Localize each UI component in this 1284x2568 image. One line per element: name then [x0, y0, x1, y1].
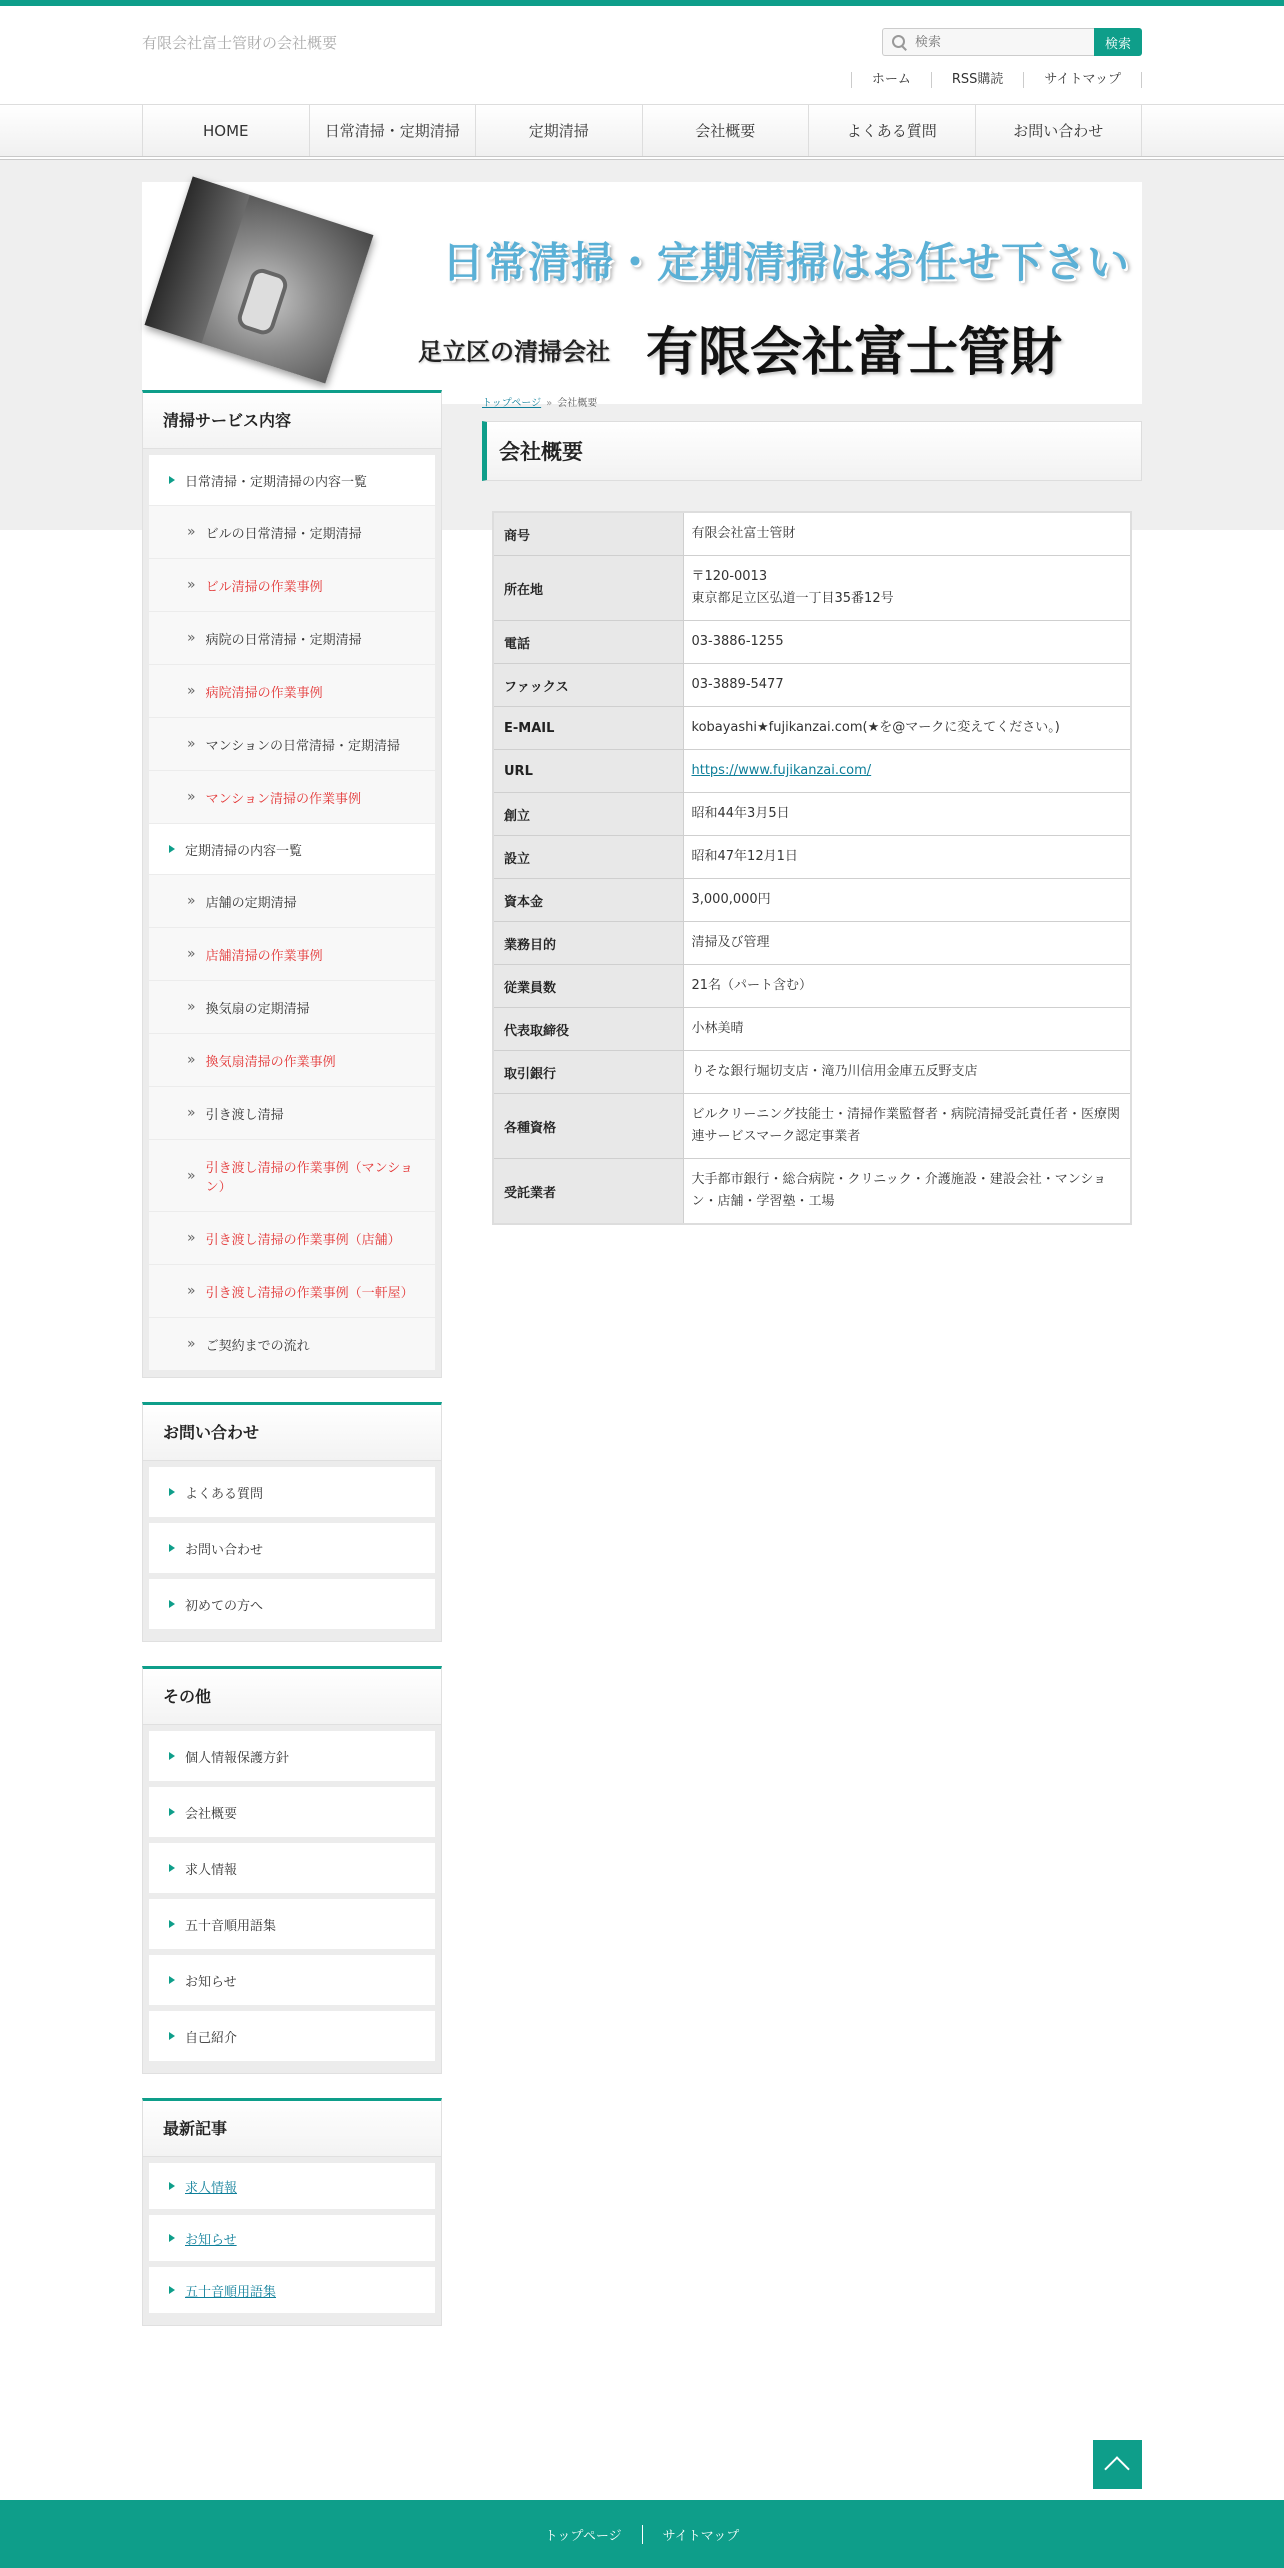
breadcrumb-separator: » [546, 398, 553, 409]
row-value: 3,000,000円 [683, 879, 1131, 922]
search-input[interactable] [915, 35, 1085, 50]
sidebar-item[interactable]: お問い合わせ [149, 1523, 435, 1579]
row-label: E-MAIL [493, 707, 683, 750]
breadcrumb-current: 会社概要 [557, 398, 598, 409]
sidebar [142, 390, 442, 2350]
table-row [493, 750, 1131, 793]
nav-periodic-cleaning[interactable]: 定期清掃 [475, 105, 642, 156]
table-row [493, 707, 1131, 750]
footer-link-top[interactable]: トップページ [544, 2528, 622, 2544]
sidebar-subitem[interactable]: » 引き渡し清掃の作業事例（マンション） [149, 1140, 435, 1212]
row-label: 所在地 [493, 556, 683, 621]
sidebar-subitem[interactable]: » 引き渡し清掃の作業事例（一軒屋） [149, 1265, 435, 1318]
row-value: 大手都市銀行・総合病院・クリニック・介護施設・建設会社・マンション・店舗・学習塾・工場 [683, 1159, 1131, 1225]
site-description: 有限会社富士管財の会社概要 [142, 34, 338, 52]
row-value: 03-3889-5477 [683, 664, 1131, 707]
company-info-table [492, 511, 1132, 1225]
table-row [493, 1051, 1131, 1094]
sidebar-subitem[interactable]: » 換気扇清掃の作業事例 [149, 1034, 435, 1087]
row-value: kobayashi★fujikanzai.com(★を@マークに変えてください。) [683, 707, 1131, 750]
sidebar-item[interactable]: 初めての方へ [149, 1579, 435, 1635]
util-link-home[interactable]: ホーム [851, 72, 931, 88]
sidebar-subitem[interactable]: » 換気扇の定期清掃 [149, 981, 435, 1034]
row-value [683, 750, 1131, 793]
row-value: 03-3886-1255 [683, 621, 1131, 664]
sidebar-subitem[interactable]: » ビルの日常清掃・定期清掃 [149, 506, 435, 559]
table-row [493, 556, 1131, 621]
table-row [493, 965, 1131, 1008]
sidebar-subitem[interactable]: » 店舗の定期清掃 [149, 875, 435, 928]
row-label: URL [493, 750, 683, 793]
widget-latest-posts [142, 2098, 442, 2326]
row-value: 昭和47年12月1日 [683, 836, 1131, 879]
row-label: 設立 [493, 836, 683, 879]
page-top-button[interactable] [1093, 2440, 1142, 2489]
latest-post-item [149, 2163, 435, 2215]
row-label: 業務目的 [493, 922, 683, 965]
main-content [482, 390, 1142, 1225]
widget-other [142, 1666, 442, 2074]
table-row [493, 1094, 1131, 1159]
latest-post-link[interactable]: 求人情報 [185, 2180, 238, 2196]
table-row [493, 1008, 1131, 1051]
row-value: 小林美晴 [683, 1008, 1131, 1051]
latest-post-link[interactable]: お知らせ [185, 2232, 237, 2248]
search-form [882, 28, 1142, 56]
table-row [493, 664, 1131, 707]
row-label: 代表取締役 [493, 1008, 683, 1051]
table-row [493, 1159, 1131, 1225]
table-row [493, 836, 1131, 879]
sidebar-item[interactable]: 日常清掃・定期清掃の内容一覧 [149, 455, 435, 506]
company-url-link[interactable]: https://www.fujikanzai.com/ [691, 763, 872, 778]
sidebar-item[interactable]: 五十音順用語集 [149, 1899, 435, 1955]
global-nav [0, 104, 1284, 160]
address: 東京都足立区弘道一丁目35番12号 [691, 591, 894, 606]
latest-post-item [149, 2215, 435, 2267]
sidebar-item[interactable]: 求人情報 [149, 1843, 435, 1899]
sidebar-item[interactable]: 定期清掃の内容一覧 [149, 824, 435, 875]
row-value: りそな銀行堀切支店・滝乃川信用金庫五反野支店 [683, 1051, 1131, 1094]
widget-contact [142, 1402, 442, 1642]
table-row [493, 879, 1131, 922]
row-label: 取引銀行 [493, 1051, 683, 1094]
row-value [683, 556, 1131, 621]
row-value: ビルクリーニング技能士・清掃作業監督者・病院清掃受託責任者・医療関連サービスマーク認定事業者 [683, 1094, 1131, 1159]
header [142, 6, 1142, 104]
breadcrumb-home[interactable]: トップページ [482, 398, 542, 409]
nav-daily-cleaning[interactable]: 日常清掃・定期清掃 [309, 105, 476, 156]
sidebar-subitem[interactable]: » 店舗清掃の作業事例 [149, 928, 435, 981]
sidebar-item[interactable]: 会社概要 [149, 1787, 435, 1843]
nav-home[interactable]: HOME [142, 105, 309, 156]
sidebar-subitem[interactable]: » マンションの日常清掃・定期清掃 [149, 718, 435, 771]
widget-services [142, 390, 442, 1378]
cleaning-photo [145, 176, 374, 383]
nav-company[interactable]: 会社概要 [642, 105, 809, 156]
widget-title: 最新記事 [143, 2101, 441, 2157]
row-value: 昭和44年3月5日 [683, 793, 1131, 836]
row-value: 清掃及び管理 [683, 922, 1131, 965]
sidebar-subitem[interactable]: » マンション清掃の作業事例 [149, 771, 435, 824]
nav-contact[interactable]: お問い合わせ [975, 105, 1143, 156]
page-title: 会社概要 [482, 421, 1142, 481]
row-label: 受託業者 [493, 1159, 683, 1225]
row-label: ファックス [493, 664, 683, 707]
row-label: 電話 [493, 621, 683, 664]
banner-catchphrase: 日常清掃・定期清掃はお任せ下さい [442, 238, 1131, 287]
widget-title: お問い合わせ [143, 1405, 441, 1461]
table-row [493, 793, 1131, 836]
banner-subtitle: 足立区の清掃会社 [418, 338, 610, 366]
utility-links [851, 72, 1142, 88]
footer [0, 2500, 1284, 2568]
sidebar-subitem[interactable]: » ビル清掃の作業事例 [149, 559, 435, 612]
table-row [493, 621, 1131, 664]
row-label: 従業員数 [493, 965, 683, 1008]
sidebar-item[interactable]: 個人情報保護方針 [149, 1731, 435, 1787]
row-label: 資本金 [493, 879, 683, 922]
sidebar-subitem[interactable]: » 引き渡し清掃の作業事例（店舗） [149, 1212, 435, 1265]
row-value: 有限会社富士管財 [683, 512, 1131, 556]
sidebar-subitem[interactable]: » ご契約までの流れ [149, 1318, 435, 1371]
row-label: 商号 [493, 512, 683, 556]
sidebar-subitem[interactable]: » 病院清掃の作業事例 [149, 665, 435, 718]
util-link-rss[interactable]: RSS購読 [931, 72, 1024, 88]
latest-post-link[interactable]: 五十音順用語集 [185, 2284, 277, 2300]
postal-code: 〒120-0013 [691, 569, 768, 584]
search-button[interactable]: 検索 [1094, 28, 1142, 56]
sidebar-subitem[interactable]: » 病院の日常清掃・定期清掃 [149, 612, 435, 665]
breadcrumb [482, 394, 1142, 409]
sidebar-item[interactable]: 自己紹介 [149, 2011, 435, 2067]
table-row [493, 512, 1131, 556]
nav-faq[interactable]: よくある質問 [808, 105, 975, 156]
widget-title: その他 [143, 1669, 441, 1725]
sidebar-item[interactable]: お知らせ [149, 1955, 435, 2011]
row-value: 21名（パート含む） [683, 965, 1131, 1008]
sidebar-subitem[interactable]: » 引き渡し清掃 [149, 1087, 435, 1140]
search-box[interactable] [882, 28, 1094, 56]
banner-company-name: 有限会社富士管財 [646, 323, 1063, 383]
row-label: 各種資格 [493, 1094, 683, 1159]
table-row [493, 922, 1131, 965]
util-link-sitemap[interactable]: サイトマップ [1023, 72, 1142, 88]
row-label: 創立 [493, 793, 683, 836]
latest-post-item [149, 2267, 435, 2319]
widget-title: 清掃サービス内容 [143, 393, 441, 449]
sidebar-item[interactable]: よくある質問 [149, 1467, 435, 1523]
search-icon [891, 34, 907, 50]
header-banner [142, 182, 1142, 404]
footer-link-sitemap[interactable]: サイトマップ [642, 2525, 760, 2544]
